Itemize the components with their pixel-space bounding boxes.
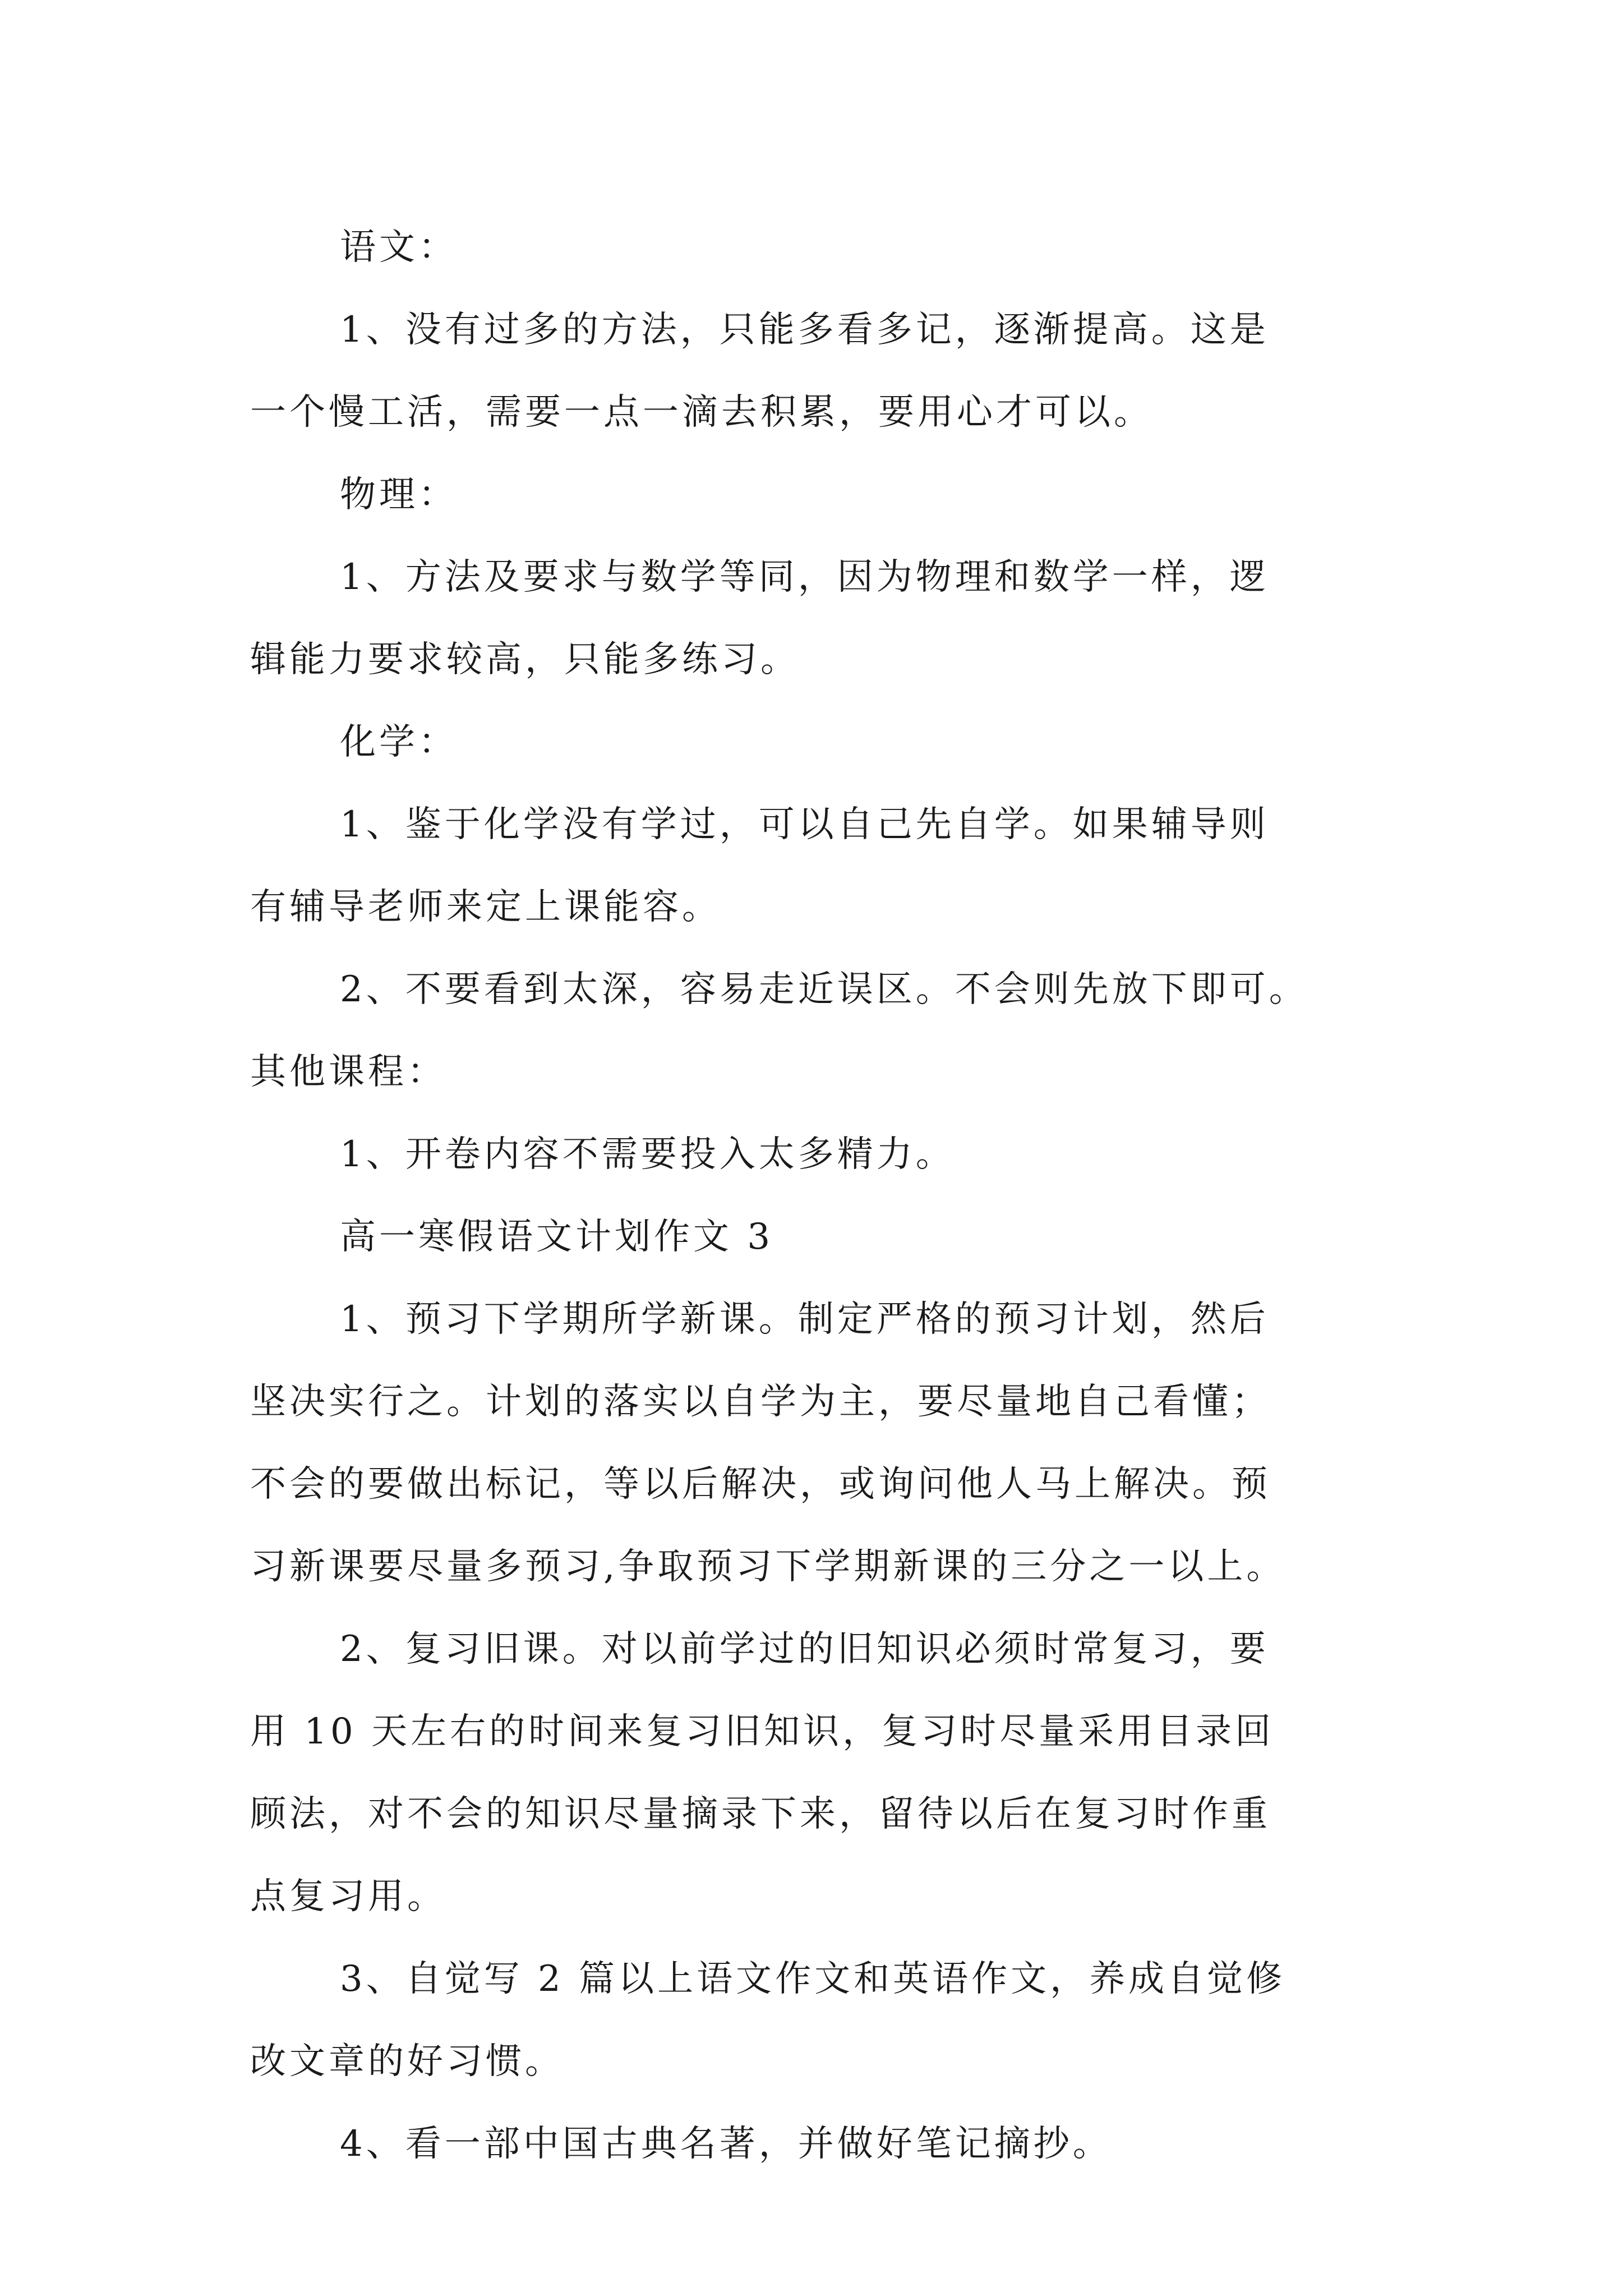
text-line: 语文： — [340, 227, 458, 268]
text-line: 1、方法及要求与数学等同，因为物理和数学一样，逻 — [340, 556, 1269, 598]
text-line: 辑能力要求较高，只能多练习。 — [250, 639, 800, 680]
text-line: 顾法，对不会的知识尽量摘录下来，留待以后在复习时作重 — [250, 1793, 1271, 1835]
text-line: 改文章的好习惯。 — [250, 2041, 564, 2082]
text-line: 有辅导老师来定上课能容。 — [250, 886, 721, 928]
text-line: 化学： — [340, 721, 458, 763]
text-line: 1、开卷内容不需要投入太多精力。 — [340, 1134, 955, 1175]
text-line: 4、看一部中国古典名著，并做好笔记摘抄。 — [340, 2123, 1112, 2165]
text-line: 1、预习下学期所学新课。制定严格的预习计划，然后 — [340, 1299, 1269, 1340]
text-line: 用 10 天左右的时间来复习旧知识，复习时尽量采用目录回 — [250, 1711, 1275, 1752]
text-line: 坚决实行之。计划的落实以自学为主，要尽量地自己看懂； — [250, 1381, 1271, 1423]
text-line: 高一寒假语文计划作文 3 — [340, 1216, 774, 1258]
document-body — [250, 206, 1377, 2185]
text-line: 其他课程： — [250, 1051, 446, 1093]
text-line: 3、自觉写 2 篇以上语文作文和英语作文，养成自觉修 — [340, 1958, 1286, 2000]
text-line: 2、复习旧课。对以前学过的旧知识必须时常复习，要 — [340, 1628, 1269, 1670]
text-line: 1、鉴于化学没有学过，可以自己先自学。如果辅导则 — [340, 804, 1269, 845]
text-line: 物理： — [340, 474, 458, 516]
text-line: 点复习用。 — [250, 1876, 446, 1917]
text-line: 习新课要尽量多预习,争取预习下学期新课的三分之一以上。 — [250, 1546, 1286, 1588]
text-line: 2、不要看到太深，容易走近误区。不会则先放下即可。 — [340, 969, 1308, 1010]
text-line: 一个慢工活，需要一点一滴去积累，要用心才可以。 — [250, 392, 1153, 433]
text-line: 1、没有过多的方法，只能多看多记，逐渐提高。这是 — [340, 309, 1269, 351]
text-line: 不会的要做出标记，等以后解决，或询问他人马上解决。预 — [250, 1464, 1271, 1505]
